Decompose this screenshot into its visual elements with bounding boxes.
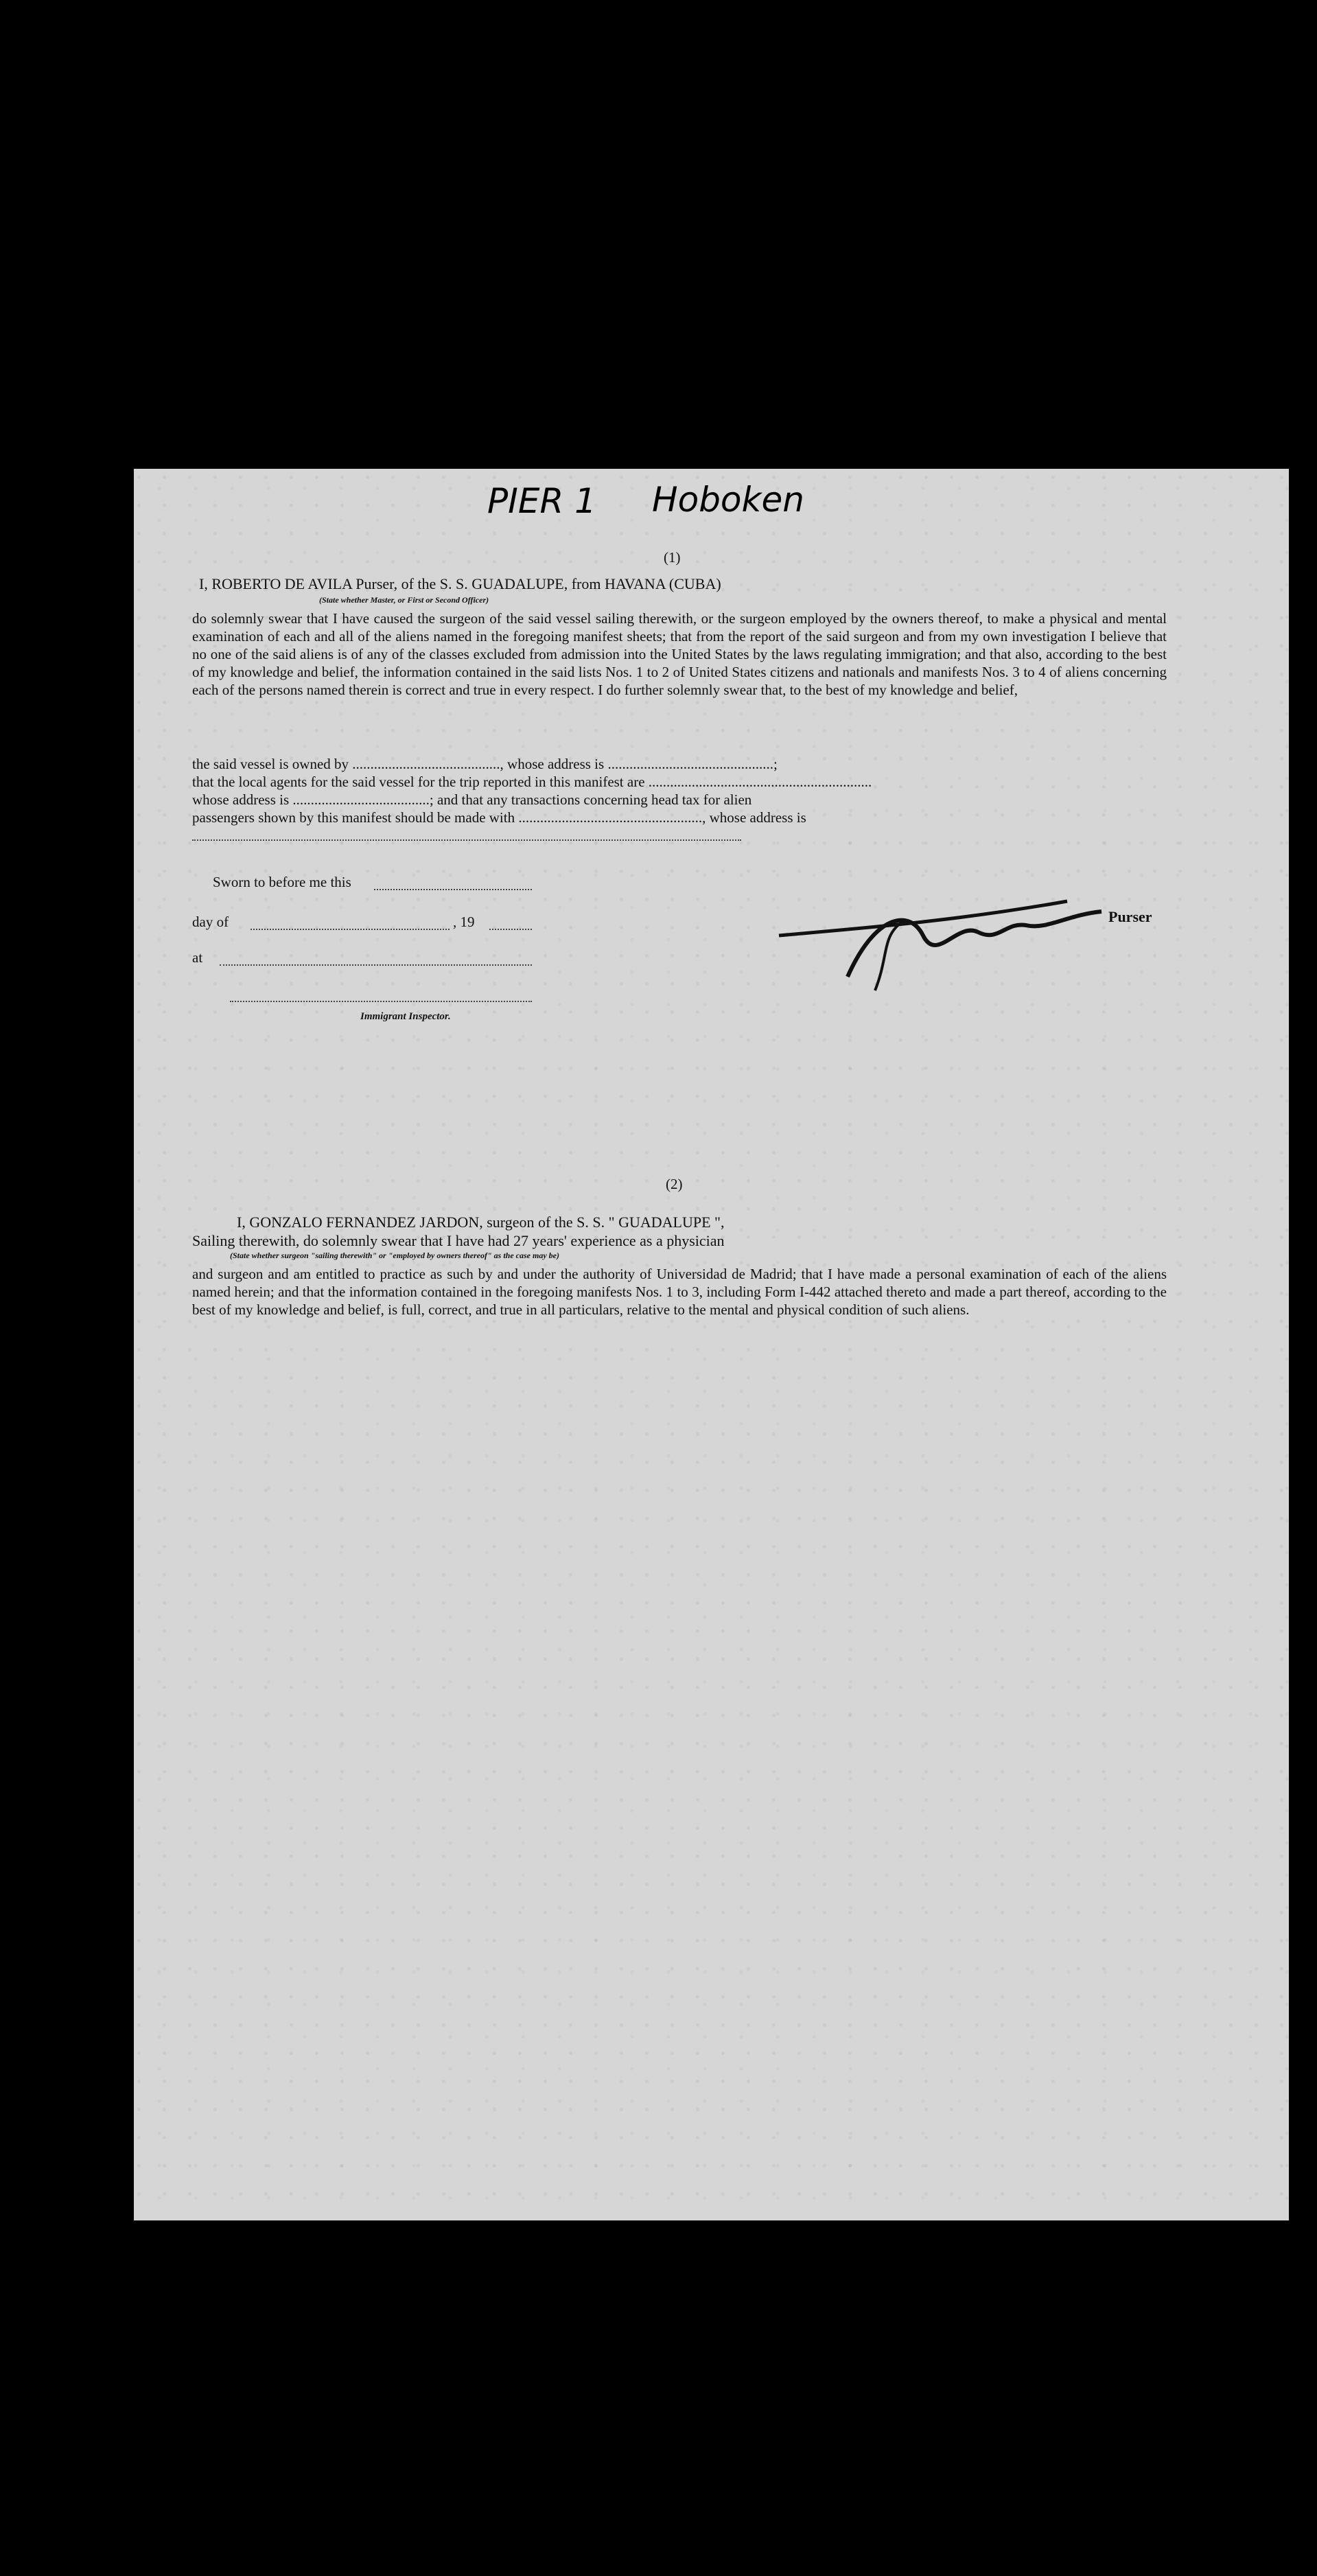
section-1-name-line: I, ROBERTO DE AVILA Purser, of the S. S. GUADALUPE, from HAVANA (CUBA) <box>199 575 721 592</box>
section-1-year: , 19 <box>453 914 475 930</box>
section-1-sworn-line <box>374 889 532 890</box>
section-1-owned-by: the said vessel is owned by ........................................., whose address is ..............................................; <box>192 756 778 772</box>
section-1-number: (1) <box>664 549 681 566</box>
section-1-day-line <box>250 929 450 930</box>
section-1-year-line <box>489 929 532 930</box>
section-1-at-line <box>220 964 532 966</box>
section-1-dotted-line <box>192 839 741 841</box>
handwritten-hoboken: Hoboken <box>652 480 804 520</box>
document-sheet <box>134 469 1289 2220</box>
section-1-agents: that the local agents for the said vessel for the trip reported in this manifest are .............................................................. <box>192 774 872 790</box>
purser-signature <box>772 894 1129 997</box>
section-2-line-1: I, GONZALO FERNANDEZ JARDON, surgeon of the S. S. " GUADALUPE ", <box>237 1214 725 1231</box>
handwritten-pier: PIER 1 <box>487 481 596 521</box>
section-1-inspector-label: Immigrant Inspector. <box>360 1011 451 1022</box>
section-1-name-caption: (State whether Master, or First or Second Officer) <box>319 595 489 605</box>
section-1-purser-label: Purser <box>1108 908 1152 925</box>
section-1-body: do solemnly swear that I have caused the surgeon of the said vessel sailing therewith, or the surgeon employed by the owners thereof, to make a physical and mental examination of each and all of the aliens named in the foregoing manifest sheets; that from the report of the said surgeon and from my own investigation I believe that no one of the said aliens is of any of the classes excluded from admission into the United States by the laws regulating immigration; and that also, according to the best of my knowledge and belief, the information contained in the said lists Nos. 1 to 2 of United States citizens and nationals and manifests Nos. 3 to 4 of aliens concerning each of the persons named therein is correct and true in every respect. I do further solemnly swear that, to the best of my knowledge and belief, <box>192 610 1167 698</box>
section-2-number: (2) <box>666 1176 683 1192</box>
section-1-sworn: Sworn to before me this <box>213 874 351 890</box>
section-1-inspector-line <box>230 1001 532 1002</box>
section-1-at: at <box>192 949 203 966</box>
section-1-agents-address: whose address is ......................................; and that any transactions concerning head tax for alien <box>192 791 752 808</box>
section-2-line-2: Sailing therewith, do solemnly swear that I have had 27 years' experience as a physician <box>192 1232 725 1249</box>
section-1-head-tax: passengers shown by this manifest should be made with ..................................................., whose address is <box>192 809 806 826</box>
section-2-line-2-caption: (State whether surgeon "sailing therewith" or "employed by owners thereof" as the case may be) <box>230 1251 559 1260</box>
section-1-day-of: day of <box>192 914 229 930</box>
section-2-body: and surgeon and am entitled to practice as such by and under the authority of Universidad de Madrid; that I have made a personal examination of each of the aliens named herein; and that the information contained in the foregoing manifests Nos. 1 to 3, including Form I-442 attached thereto and made a part thereof, according to the best of my knowledge and belief, is full, correct, and true in all particulars, relative to the mental and physical condition of such aliens. <box>192 1266 1167 1318</box>
